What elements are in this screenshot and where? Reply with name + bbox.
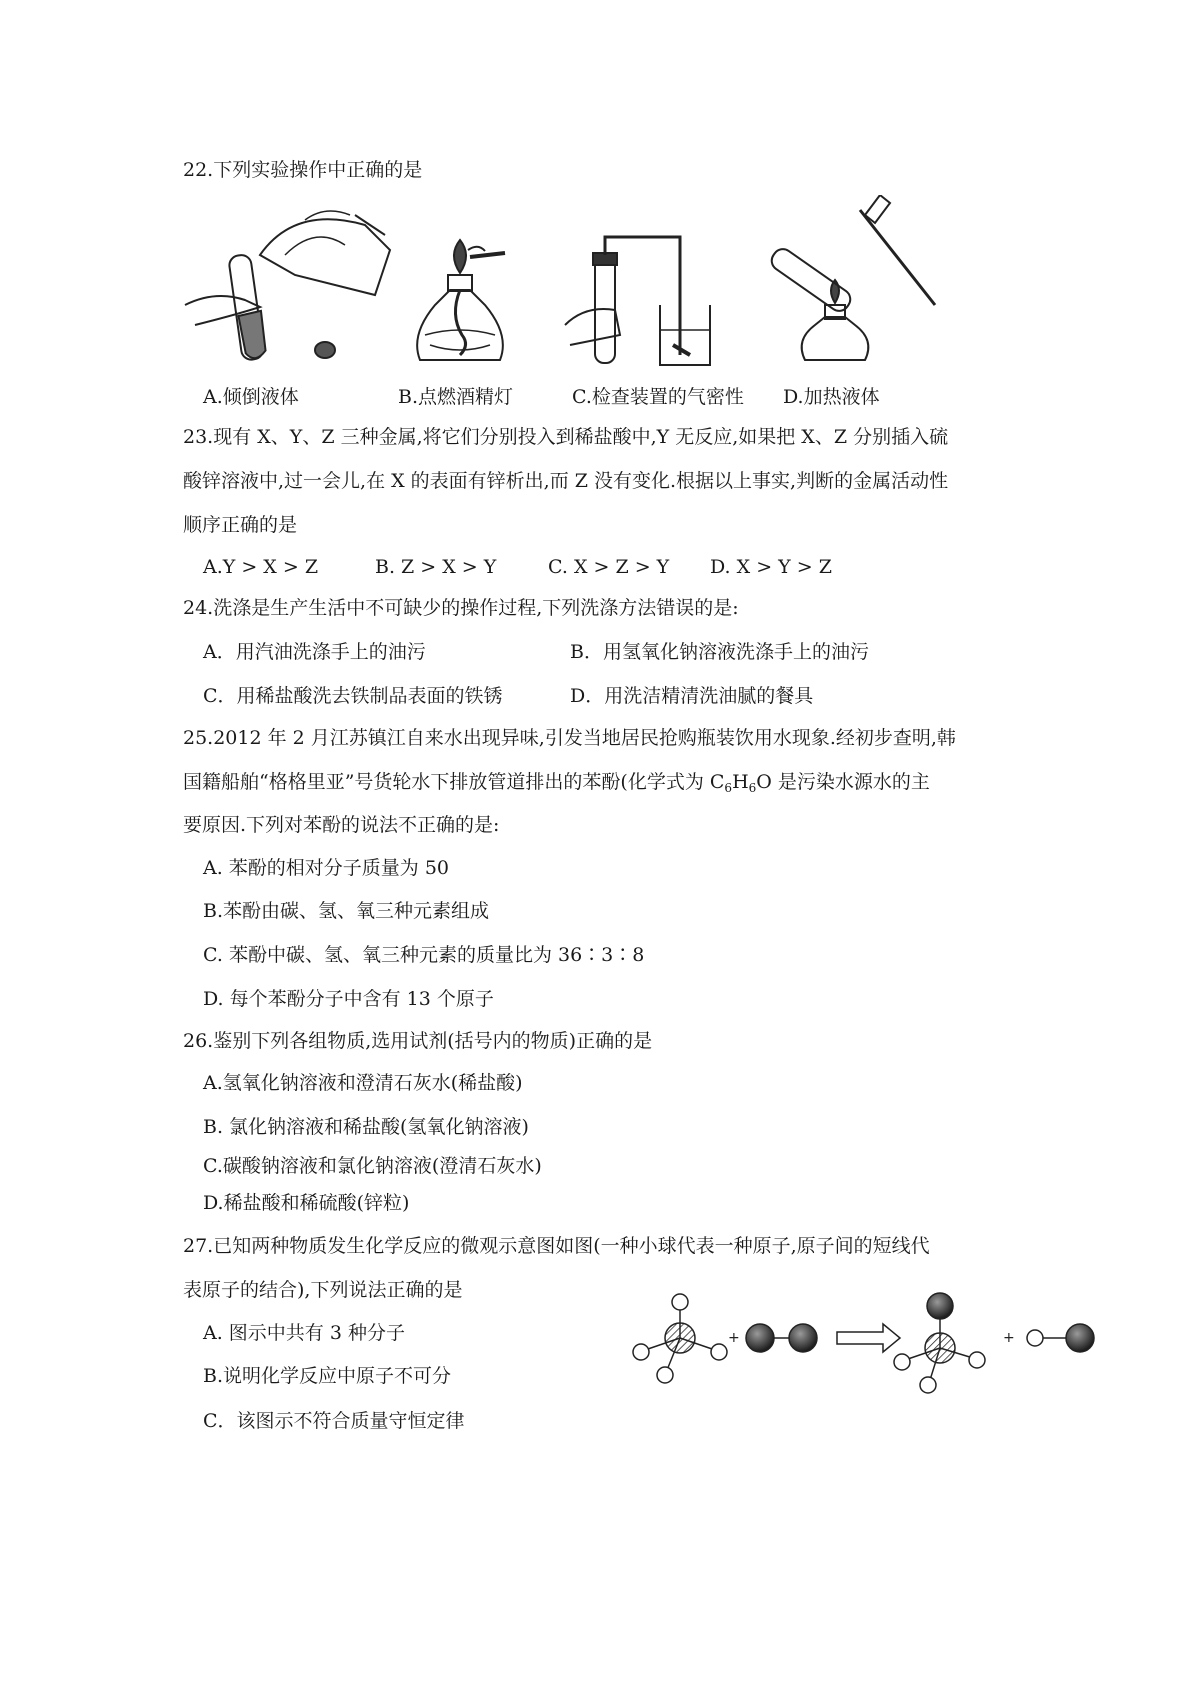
q26-option-a: A.氢氧化钠溶液和澄清石灰水(稀盐酸) <box>203 1072 523 1094</box>
plus-sign-2: + <box>1003 1330 1015 1346</box>
q23-option-a: A.Y > X > Z <box>203 556 319 578</box>
q25-option-d: D. 每个苯酚分子中含有 13 个原子 <box>203 988 494 1010</box>
q22-option-b: B.点燃酒精灯 <box>398 386 514 408</box>
q22-apparatus-figures <box>175 195 1025 395</box>
q22-option-d: D.加热液体 <box>783 386 880 408</box>
q25-line-1: 25.2012 年 2 月江苏镇江自来水出现异味,引发当地居民抢购瓶装饮用水现象.经初步查明,韩 <box>183 727 956 749</box>
q26-stem: 26.鉴别下列各组物质,选用试剂(括号内的物质)正确的是 <box>183 1030 653 1052</box>
pouring-liquid-illustration <box>185 211 390 361</box>
q27-option-a: A. 图示中共有 3 种分子 <box>203 1322 405 1344</box>
q25-option-b: B.苯酚由碳、氢、氧三种元素组成 <box>203 900 490 922</box>
q22-option-c: C.检查装置的气密性 <box>572 386 744 408</box>
q25-line-3: 要原因.下列对苯酚的说法不正确的是: <box>183 814 500 836</box>
reactant-molecule-2 <box>746 1324 817 1352</box>
q26-option-b: B. 氯化钠溶液和稀盐酸(氢氧化钠溶液) <box>203 1116 529 1138</box>
q22-stem: 22.下列实验操作中正确的是 <box>183 159 423 181</box>
plus-sign-1: + <box>728 1330 740 1346</box>
alcohol-lamp-illustration <box>417 240 505 360</box>
q23-option-c: C. X > Z > Y <box>548 556 670 578</box>
q27-line-1: 27.已知两种物质发生化学反应的微观示意图如图(一种小球代表一种原子,原子间的短线代 <box>183 1235 930 1257</box>
q26-option-d: D.稀盐酸和稀硫酸(锌粒) <box>203 1192 410 1214</box>
q24-option-c: C．用稀盐酸洗去铁制品表面的铁锈 <box>203 685 503 707</box>
airtightness-check-illustration <box>565 237 710 365</box>
q24-stem: 24.洗涤是生产生活中不可缺少的操作过程,下列洗涤方法错误的是: <box>183 597 739 619</box>
q25-line-2 <box>183 770 930 800</box>
q23-line-2: 酸锌溶液中,过一会儿,在 X 的表面有锌析出,而 Z 没有变化.根据以上事实,判断的金属活动性 <box>183 470 949 492</box>
product-molecule-1 <box>894 1293 985 1393</box>
q25-line-2-pre: 国籍船舶“格格里亚”号货轮水下排放管道排出的苯酚(化学式为 C <box>183 771 725 793</box>
q27-option-b: B.说明化学反应中原子不可分 <box>203 1365 452 1387</box>
q23-line-1: 23.现有 X、Y、Z 三种金属,将它们分别投入到稀盐酸中,Y 无反应,如果把 X、Z 分别插入硫 <box>183 426 949 448</box>
reaction-arrow-icon <box>837 1324 900 1352</box>
q25-option-c: C. 苯酚中碳、氢、氧三种元素的质量比为 36∶3∶8 <box>203 944 645 966</box>
q25-formula-mid: H <box>732 771 749 793</box>
q25-line-2-post: O 是污染水源水的主 <box>756 771 930 793</box>
q27-reaction-diagram <box>625 1290 1105 1400</box>
q25-option-a: A. 苯酚的相对分子质量为 50 <box>203 857 450 879</box>
product-molecule-2 <box>1027 1324 1094 1352</box>
q24-option-b: B．用氢氧化钠溶液洗涤手上的油污 <box>570 641 869 663</box>
q23-option-d: D. X > Y > Z <box>710 556 832 578</box>
q24-option-a: A．用汽油洗涤手上的油污 <box>203 641 426 663</box>
q27-option-c: C．该图示不符合质量守恒定律 <box>203 1410 465 1432</box>
q25-formula-sub-2: 6 <box>748 781 757 795</box>
heating-liquid-illustration <box>768 195 935 360</box>
q23-option-b: B. Z > X > Y <box>375 556 497 578</box>
q27-line-2: 表原子的结合),下列说法正确的是 <box>183 1279 463 1301</box>
reactant-molecule-1 <box>633 1294 727 1383</box>
q23-line-3: 顺序正确的是 <box>183 514 298 536</box>
q25-formula-sub-1: 6 <box>724 781 733 795</box>
q22-option-a: A.倾倒液体 <box>203 386 299 408</box>
q26-option-c: C.碳酸钠溶液和氯化钠溶液(澄清石灰水) <box>203 1155 542 1177</box>
q24-option-d: D．用洗洁精清洗油腻的餐具 <box>570 685 814 707</box>
